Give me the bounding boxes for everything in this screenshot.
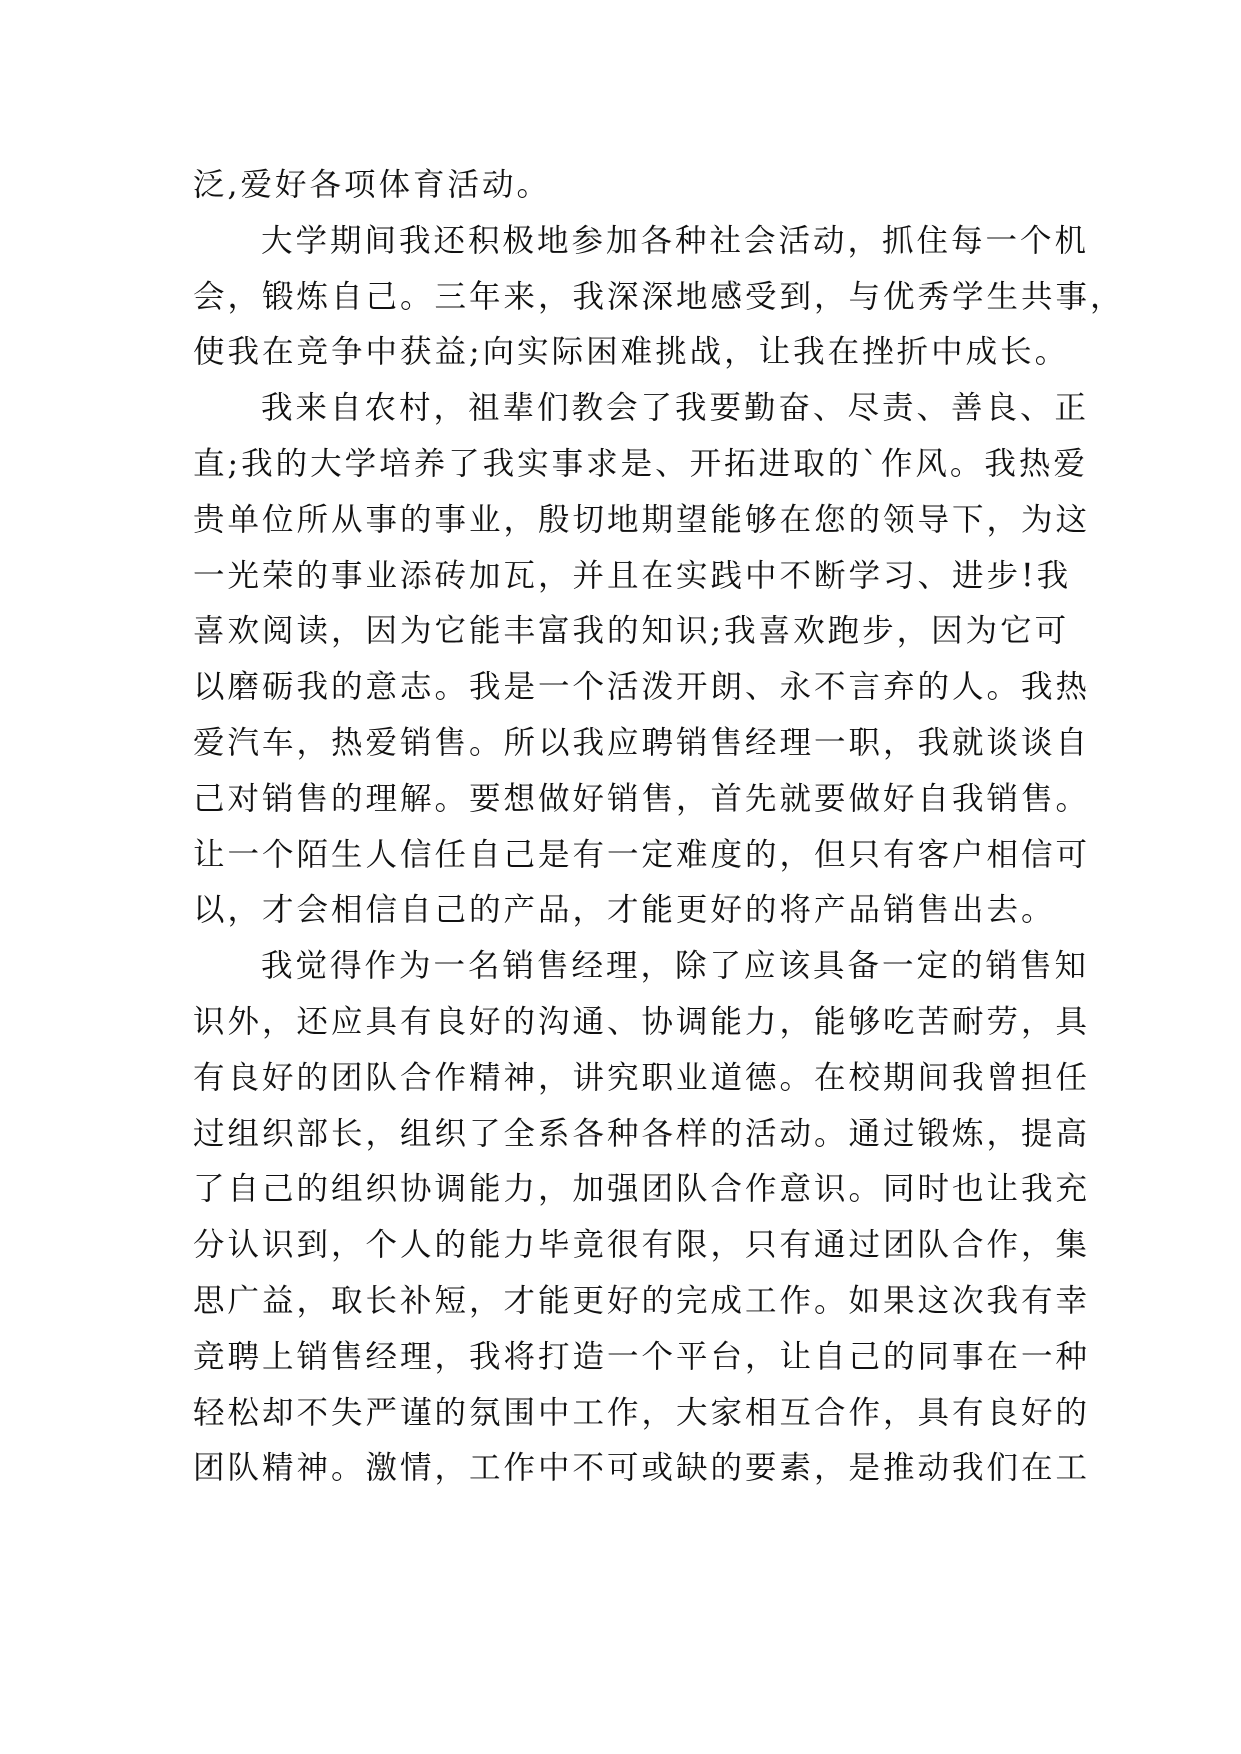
text-line: 一光荣的事业添砖加瓦，并且在实践中不断学习、进步!我 xyxy=(193,557,1072,594)
text-line: 了自己的组织协调能力，加强团队合作意识。同时也让我充 xyxy=(193,1171,1091,1208)
text-line: 让一个陌生人信任自己是有一定难度的，但只有客户相信可 xyxy=(193,836,1091,873)
text-line: 过组织部长，组织了全系各种各样的活动。通过锻炼，提高 xyxy=(193,1115,1091,1152)
text-line: 有良好的团队合作精神，讲究职业道德。在校期间我曾担任 xyxy=(193,1059,1091,1096)
text-line: 会，锻炼自己。三年来，我深深地感受到，与优秀学生共事， xyxy=(193,278,1125,315)
text-line: 使我在竞争中获益;向实际困难挑战，让我在挫折中成长。 xyxy=(193,334,1070,371)
text-line: 爱汽车，热爱销售。所以我应聘销售经理一职，我就谈谈自 xyxy=(193,724,1091,761)
text-line: 分认识到，个人的能力毕竟很有限，只有通过团队合作，集 xyxy=(193,1227,1091,1264)
text-line: 贵单位所从事的事业，殷切地期望能够在您的领导下，为这 xyxy=(193,501,1091,538)
text-line: 以，才会相信自己的产品，才能更好的将产品销售出去。 xyxy=(193,892,1056,929)
text-line: 竞聘上销售经理，我将打造一个平台，让自己的同事在一种 xyxy=(193,1338,1091,1375)
text-line: 己对销售的理解。要想做好销售，首先就要做好自我销售。 xyxy=(193,780,1091,817)
text-line: 大学期间我还积极地参加各种社会活动，抓住每一个机 xyxy=(261,222,1090,259)
text-line: 泛,爱好各项体育活动。 xyxy=(193,167,552,203)
text-line: 喜欢阅读，因为它能丰富我的知识;我喜欢跑步，因为它可 xyxy=(193,613,1070,650)
text-line: 我觉得作为一名销售经理，除了应该具备一定的销售知 xyxy=(261,948,1090,985)
text-line: 轻松却不失严谨的氛围中工作，大家相互合作，具有良好的 xyxy=(193,1394,1091,1431)
text-line: 思广益，取长补短，才能更好的完成工作。如果这次我有幸 xyxy=(193,1282,1091,1319)
text-line: 直;我的大学培养了我实事求是、开拓进取的`作风。我热爱 xyxy=(193,445,1088,482)
body-text xyxy=(193,158,1125,1497)
text-line: 以磨砺我的意志。我是一个活泼开朗、永不言弃的人。我热 xyxy=(193,669,1091,706)
text-line: 识外，还应具有良好的沟通、协调能力，能够吃苦耐劳，具 xyxy=(193,1003,1091,1040)
text-line: 团队精神。激情，工作中不可或缺的要素，是推动我们在工 xyxy=(193,1450,1091,1487)
text-line: 我来自农村，祖辈们教会了我要勤奋、尽责、善良、正 xyxy=(261,390,1090,427)
